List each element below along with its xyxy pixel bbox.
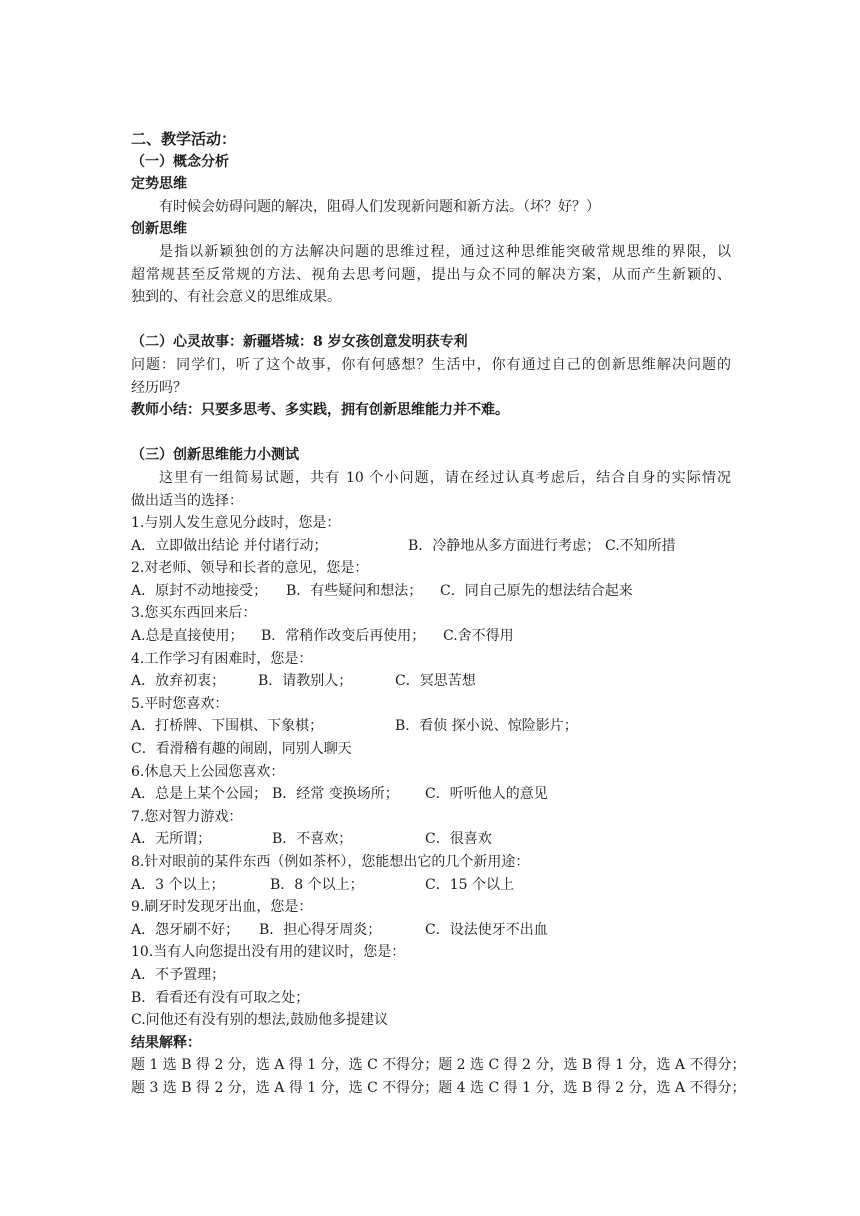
result-line: 题 3 选 B 得 2 分，选 A 得 1 分，选 C 不得分；题 4 选 C 得 1 分，选 B 得 2 分，选 A 不得分； [131,1079,746,1096]
option-a: A．怨牙刷不好； [131,921,240,938]
option-b: B．看看还有没有可取之处； [131,989,310,1006]
option-b: B．有些疑问和想法； [286,582,423,599]
definition-line: 超常规甚至反常规的方法、视角去思考问题，提出与众不同的解决方案，从而产生新颖的、 [131,266,731,283]
option-a: A．放弃初衷； [131,673,226,690]
option-a: A．无所谓； [131,831,212,848]
subsection-heading-concepts: （一）概念分析 [131,153,229,170]
option-b: B．看侦 探小说、惊险影片； [395,718,578,735]
option-c: C．很喜欢 [425,831,492,848]
result-heading: 结果解释： [131,1034,201,1051]
intro-line: 做出适当的选择： [131,492,243,509]
question-7: 7.您对智力游戏： [131,808,243,825]
term-creative-thinking: 创新思维 [131,221,187,238]
option-c: C．听听他人的意见 [425,786,548,803]
option-a: A．打桥牌、下围棋、下象棋； [131,718,324,735]
definition-fixed-thinking: 有时候会妨碍问题的解决，阻碍人们发现新问题和新方法。（坏？好？） [159,198,600,215]
question-2: 2.对老师、领导和长者的意见，您是： [131,560,369,577]
question-10: 10.当有人向您提出没有用的建议时，您是： [131,944,406,961]
options-2 [131,580,731,603]
document-page [131,128,746,1100]
question-9: 9.刷牙时发现牙出血，您是： [131,899,313,916]
question-5: 5.平时您喜欢： [131,695,229,712]
option-c: C．15 个以上 [425,876,514,893]
options-5 [131,715,731,738]
question-6: 6.休息天上公园您喜欢： [131,763,285,780]
options-8 [131,874,731,897]
option-b: B．经常 变换场所； [272,786,399,803]
result-line: 题 1 选 B 得 2 分，选 A 得 1 分，选 C 不得分；题 2 选 C 得 2 分，选 B 得 1 分，选 A 不得分； [131,1057,746,1074]
option-b: B．常稍作改变后再使用； [261,628,426,645]
option-c: C．冥思苦想 [395,673,476,690]
term-fixed-thinking: 定势思维 [131,176,187,193]
question-8: 8.针对眼前的某件东西（例如茶杯），您能想出它的几个新用途： [131,854,530,870]
option-b: B．请教别人； [258,673,353,690]
option-a: A.总是直接使用； [131,628,244,645]
option-b: B．担心得牙周炎； [259,921,382,938]
option-c: C.不知所措 [605,537,676,554]
options-1 [131,535,731,558]
option-c: C．同自己原先的想法结合起来 [440,582,633,599]
option-c: C.舍不得用 [443,628,514,645]
option-a: A．总是上某个公园； [131,786,268,803]
intro-line: 这里有一组简易试题，共有 10 个小问题，请在经过认真考虑后，结合自身的实际情况 [159,469,731,486]
subsection-heading-test: （三）创新思维能力小测试 [131,447,299,464]
option-c: C．设法使牙不出血 [425,921,548,938]
option-a: A．不予置理； [131,966,226,983]
option-b: B．冷静地从多方面进行考虑； [408,537,601,554]
definition-line: 是指以新颖独创的方法解决问题的思维过程，通过这种思维能突破常规思维的界限，以 [159,243,731,260]
option-c: C．看滑稽有趣的闹剧，同别人聊天 [131,741,352,758]
option-c: C.问他还有没有别的想法,鼓励他多提建议 [131,1012,389,1029]
question-3: 3.您买东西回来后： [131,605,257,622]
options-9 [131,919,731,942]
options-7 [131,828,731,851]
question-line: 经历吗？ [131,379,187,396]
subsection-heading-story: （二）心灵故事：新疆塔城：8 岁女孩创意发明获专利 [131,334,468,351]
question-1: 1.与别人发生意见分歧时，您是： [131,515,341,532]
section-title: 二、教学活动： [131,130,237,148]
question-4: 4.工作学习有困难时，您是： [131,650,313,667]
question-line: 问题：同学们，听了这个故事，你有何感想？生活中，你有通过自己的创新思维解决问题的 [131,356,731,373]
option-a: A．立即做出结论 并付诸行动； [131,537,328,554]
options-4 [131,670,731,693]
option-a: A．3 个以上； [131,876,225,893]
options-3 [131,625,731,648]
teacher-summary: 教师小结：只要多思考、多实践，拥有创新思维能力并不难。 [131,402,509,419]
options-6 [131,783,731,806]
definition-line: 独到的、有社会意义的思维成果。 [131,289,341,306]
option-a: A．原封不动地接受； [131,582,268,599]
option-b: B．不喜欢； [272,831,353,848]
option-b: B．8 个以上； [270,876,364,893]
